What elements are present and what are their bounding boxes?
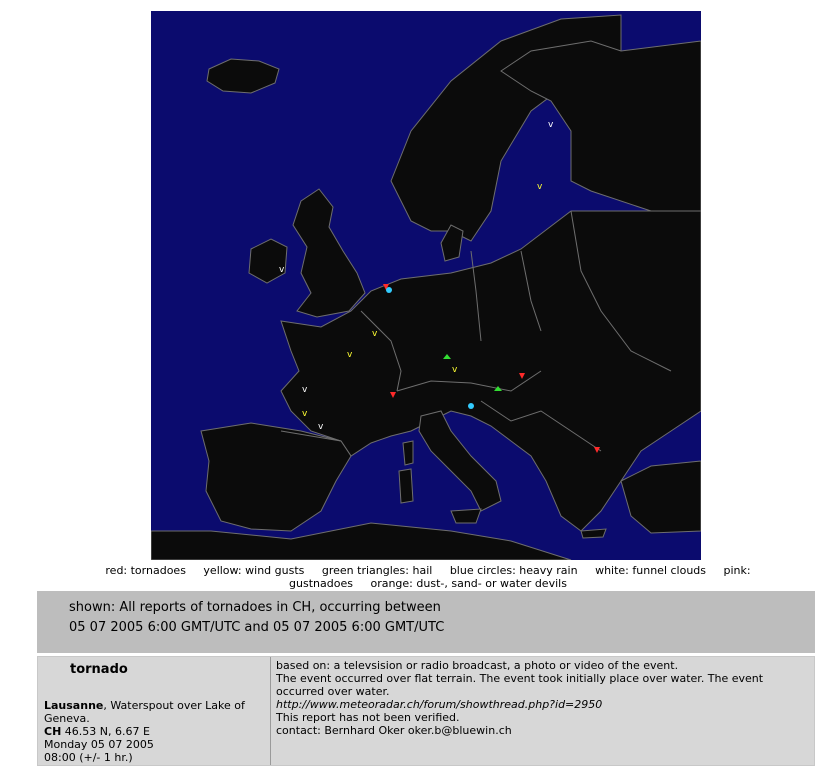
corsica: [403, 441, 413, 465]
legend-blue: blue circles: heavy rain: [449, 564, 578, 577]
funnel-marker-biscay: v: [302, 385, 308, 395]
source-link[interactable]: http://www.meteoradar.ch/forum/showthread.php?id=2950: [276, 698, 603, 711]
event-location: [44, 699, 264, 764]
rain-marker-netherlands: [386, 287, 392, 293]
shown-line-2: 05 07 2005 6:00 GMT/UTC and 05 07 2005 6:00 GMT/UTC: [69, 620, 445, 635]
shown-line-1: shown: All reports of tornadoes in CH, occurring between: [69, 600, 441, 615]
terrain: The event occurred over flat terrain. The event took initially place over water. The event occurred over water.: [276, 672, 764, 698]
place-name: Lausanne: [44, 699, 104, 712]
funnel-marker-spain: v: [318, 422, 324, 432]
wind-marker-belgium: v: [372, 329, 378, 339]
legend-white: white: funnel clouds: [595, 564, 707, 577]
country-code: CH: [44, 725, 62, 738]
event-date: Monday 05 07 2005: [44, 738, 154, 751]
map-svg: [151, 11, 701, 560]
legend-orange: orange: dust-, sand- or water devils: [370, 577, 567, 590]
legend-pink: pink:: [723, 564, 751, 577]
legend: [40, 564, 816, 590]
rain-marker-adriatic: [468, 403, 474, 409]
wind-marker-france: v: [347, 350, 353, 360]
place-description: , Waterspout over Lake of Geneva.: [44, 699, 245, 725]
legend-red: red: tornadoes: [105, 564, 186, 577]
sardinia: [399, 469, 413, 503]
wind-marker-biscay: v: [302, 409, 308, 419]
event-type: tornado: [70, 662, 128, 677]
verification-status: This report has not been verified.: [276, 711, 460, 724]
event-time: 08:00 (+/- 1 hr.): [44, 751, 133, 764]
sicily: [451, 509, 481, 523]
funnel-marker-ireland: v: [279, 265, 285, 275]
crete: [581, 529, 606, 538]
report-info: [276, 659, 810, 737]
legend-pink-gustnadoes: gustnadoes: [289, 577, 353, 590]
based-on: based on: a televsision or radio broadcast, a photo or video of the event.: [276, 659, 679, 672]
report-details: [37, 656, 815, 766]
shown-panel: [37, 591, 815, 653]
coordinates: 46.53 N, 6.67 E: [61, 725, 150, 738]
wind-marker-finland: v: [537, 182, 543, 192]
contact: contact: Bernhard Oker oker.b@bluewin.ch: [276, 724, 512, 737]
europe-map: [151, 11, 701, 560]
report-summary: [38, 657, 271, 765]
legend-green: green triangles: hail: [321, 564, 433, 577]
funnel-marker-finland: v: [548, 120, 554, 130]
wind-marker-switzerland: v: [452, 365, 458, 375]
legend-yellow: yellow: wind gusts: [203, 564, 305, 577]
